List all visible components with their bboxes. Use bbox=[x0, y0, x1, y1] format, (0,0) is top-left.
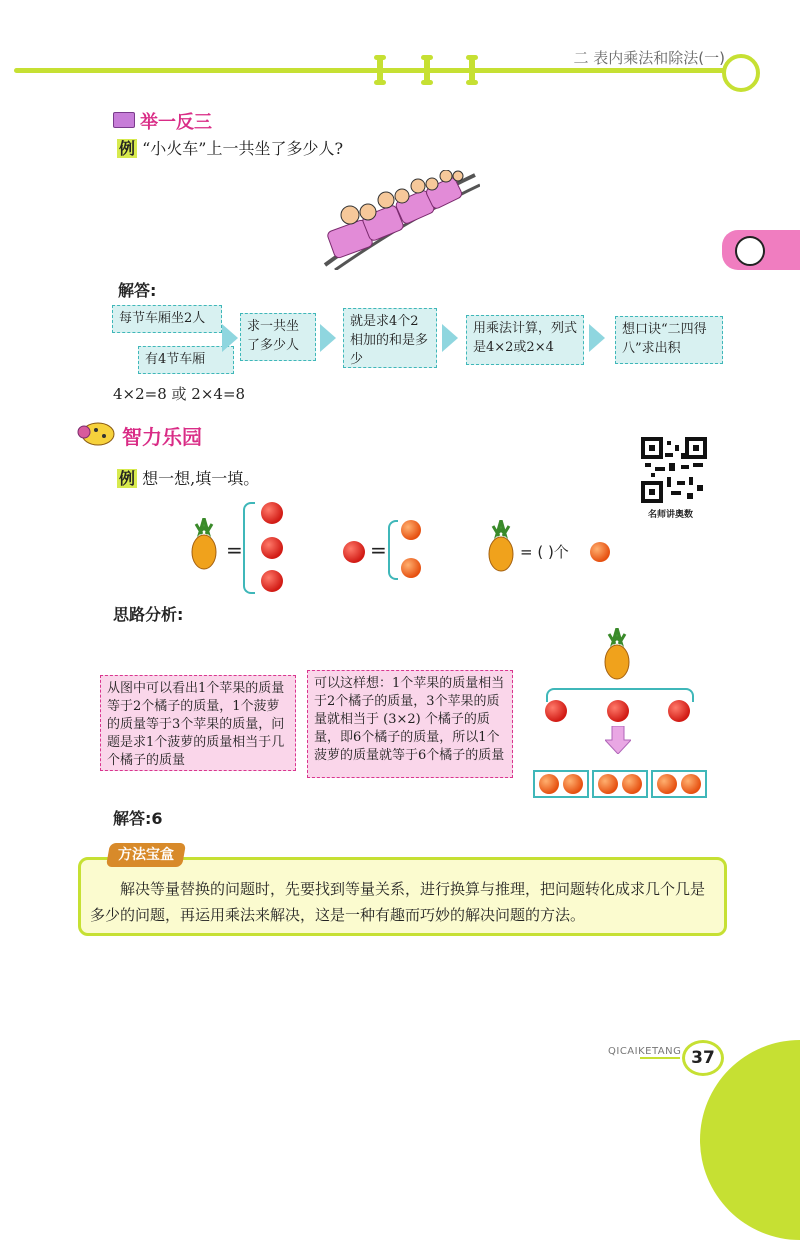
orange-icon bbox=[657, 774, 677, 794]
chapter-title: 二 表内乘法和除法(一) bbox=[573, 49, 725, 67]
analysis-label: 思路分析: bbox=[113, 605, 184, 624]
flow-given-1: 每节车厢坐2人 bbox=[112, 305, 222, 333]
method-text: 解决等量替换的问题时，先要找到等量关系，进行换算与推理，把问题转化成求几个几是多少的问题，再运用乘法来解决，这是一种有趣而巧妙的解决问题的方法。 bbox=[90, 880, 706, 924]
answer-blank: = ( )个 bbox=[520, 543, 569, 561]
equals-sign: = bbox=[370, 538, 387, 562]
flow-step-4: 想口诀“二四得八”求出积 bbox=[615, 316, 723, 364]
equation: 4×2=8 或 2×4=8 bbox=[113, 385, 246, 403]
footer-rule bbox=[640, 1057, 680, 1059]
apple-icon bbox=[607, 700, 629, 722]
apple-icon bbox=[261, 502, 283, 524]
panda-icon bbox=[735, 236, 765, 266]
apple-icon bbox=[343, 541, 365, 563]
brace bbox=[243, 502, 255, 594]
header-peg bbox=[469, 55, 475, 85]
apple-icon bbox=[261, 570, 283, 592]
apple-icon bbox=[668, 700, 690, 722]
equals-sign: = bbox=[226, 538, 243, 562]
flow-arrow bbox=[222, 324, 238, 352]
panda-badge-icon bbox=[722, 54, 760, 92]
flow-step-3: 用乘法计算，列式是4×2或2×4 bbox=[466, 315, 584, 365]
orange-icon bbox=[590, 542, 610, 562]
answer-label: 解答: bbox=[118, 281, 157, 300]
example-text: “小火车”上一共坐了多少人? bbox=[142, 139, 344, 158]
orange-icon bbox=[598, 774, 618, 794]
qr-caption: 名师讲奥数 bbox=[648, 510, 694, 520]
orange-icon bbox=[563, 774, 583, 794]
footer-brand: QICAIKETANG bbox=[608, 1046, 682, 1057]
down-arrow-icon bbox=[605, 726, 631, 754]
analysis-box-2: 可以这样想：1个苹果的质量相当于2个橘子的质量，3个苹果的质量就相当于 (3×2) 个橘子的质量，即6个橘子的质量，所以1个菠萝的质量就等于6个橘子的质量 bbox=[307, 670, 513, 778]
flow-given-2: 有4节车厢 bbox=[138, 346, 234, 374]
section-title-jyfs: 举一反三 bbox=[140, 112, 212, 133]
flow-arrow bbox=[320, 324, 336, 352]
qr-code-icon[interactable] bbox=[641, 437, 707, 503]
example-line bbox=[117, 136, 343, 159]
flow-arrow bbox=[442, 324, 458, 352]
final-answer: 解答:6 bbox=[113, 809, 163, 828]
flow-step-1: 求一共坐了多少人 bbox=[240, 313, 316, 361]
pineapple-icon bbox=[485, 520, 517, 572]
pineapple-icon bbox=[600, 628, 634, 680]
orange-icon bbox=[401, 520, 421, 540]
orange-icon bbox=[681, 774, 701, 794]
apple-icon bbox=[261, 537, 283, 559]
example-tag: 例 bbox=[119, 139, 136, 158]
method-tag: 方法宝盒 bbox=[106, 843, 186, 867]
flow-step-2: 就是求4个2相加的和是多少 bbox=[343, 308, 437, 368]
page-number: 37 bbox=[682, 1040, 724, 1076]
orange-icon bbox=[622, 774, 642, 794]
example-line-2 bbox=[117, 466, 259, 489]
header-peg bbox=[377, 55, 383, 85]
example-tag-2: 例 bbox=[119, 469, 136, 488]
book-icon bbox=[113, 112, 135, 128]
train-illustration bbox=[320, 170, 480, 270]
analysis-box-1: 从图中可以看出1个苹果的质量等于2个橘子的质量，1个菠萝的质量等于3个苹果的质量，问题是求1个菠萝的质量相当于几个橘子的质量 bbox=[100, 675, 296, 771]
example-text-2: 想一想,填一填。 bbox=[142, 469, 260, 488]
pineapple-icon bbox=[188, 518, 220, 570]
apple-icon bbox=[545, 700, 567, 722]
section-title-zlly: 智力乐园 bbox=[122, 425, 202, 449]
orange-icon bbox=[401, 558, 421, 578]
flow-arrow bbox=[589, 324, 605, 352]
header-peg bbox=[424, 55, 430, 85]
orange-icon bbox=[539, 774, 559, 794]
ladybug-icon bbox=[76, 418, 116, 448]
brace bbox=[388, 520, 398, 580]
